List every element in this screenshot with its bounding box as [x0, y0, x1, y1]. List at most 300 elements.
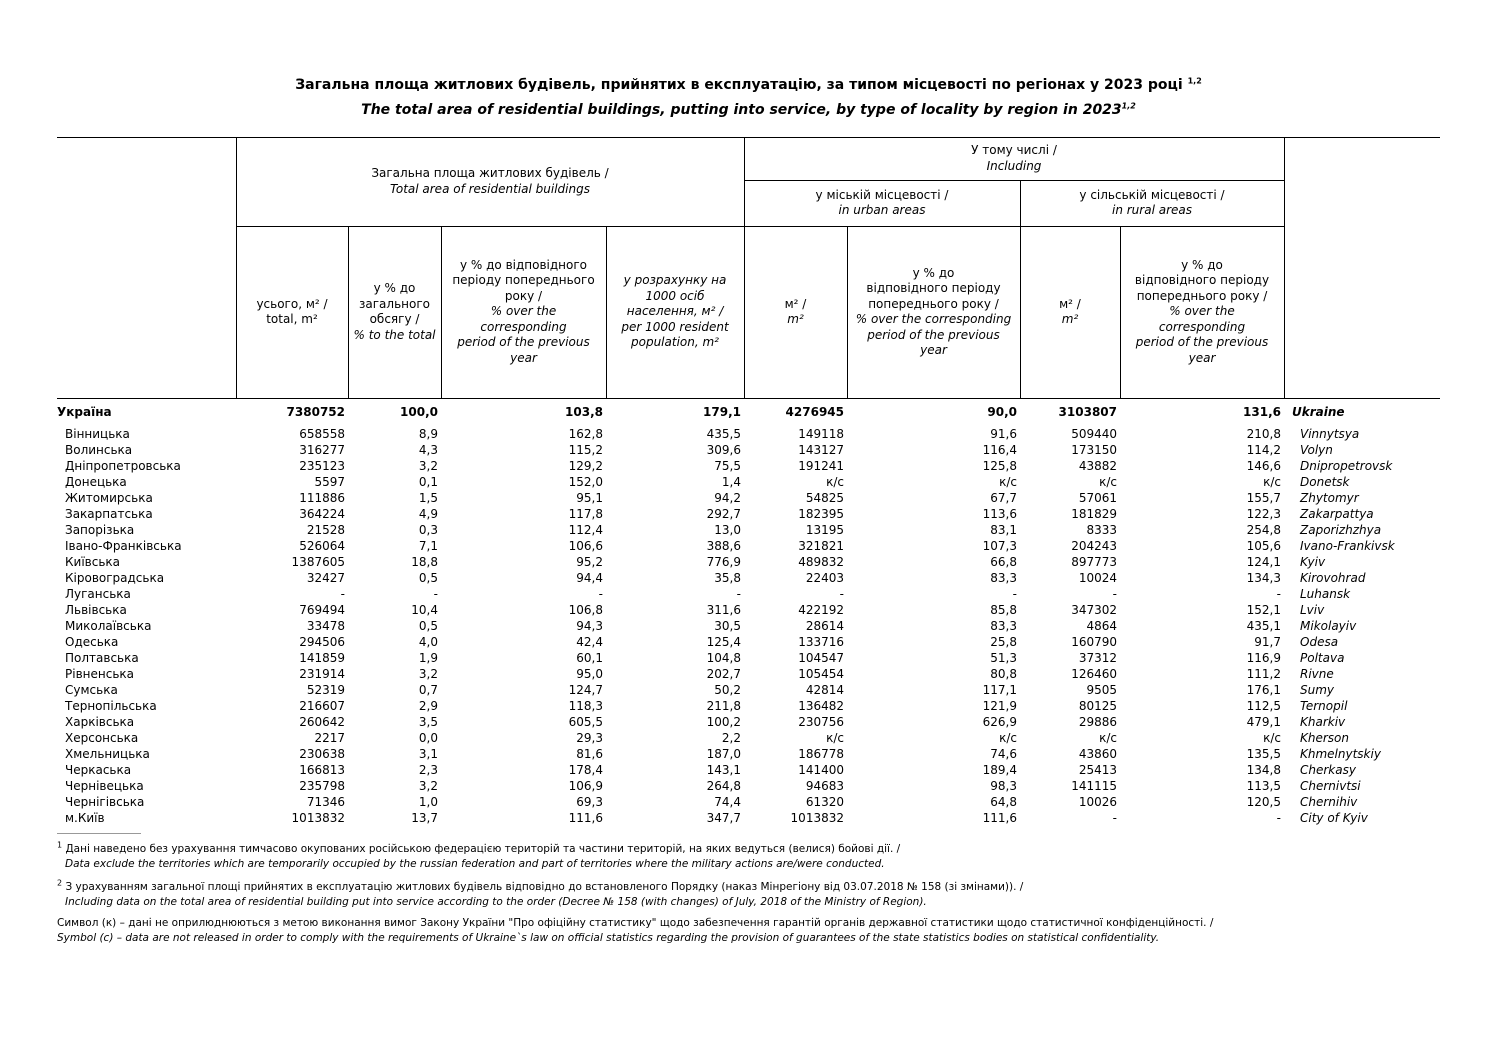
- per1000-value: 179,1: [703, 404, 741, 419]
- urban-m2-value: 13195: [805, 522, 844, 537]
- share-value: 2,3: [418, 762, 438, 777]
- urban-prev-value: к/с: [999, 474, 1017, 489]
- per1000-value: 347,7: [706, 810, 741, 825]
- table-row: [57, 778, 1440, 794]
- urban-m2-value: 42814: [805, 682, 844, 697]
- rural-m2-value: 25413: [1078, 762, 1117, 777]
- urban-m2-value: 321821: [798, 538, 844, 553]
- prev-year-value: 152,0: [568, 474, 603, 489]
- region-name-ua: Дніпропетровська: [65, 458, 181, 473]
- share-value: 18,8: [411, 554, 438, 569]
- urban-prev-value: 25,8: [990, 634, 1017, 649]
- urban-m2-value: 4276945: [785, 404, 844, 419]
- rural-m2-value: 8333: [1086, 522, 1117, 537]
- urban-m2-value: к/с: [826, 730, 844, 745]
- share-value: 3,2: [418, 778, 438, 793]
- rural-prev-value: 113,5: [1246, 778, 1281, 793]
- per1000-value: 211,8: [706, 698, 741, 713]
- per1000-value: 187,0: [706, 746, 741, 761]
- urban-m2-value: 105454: [798, 666, 844, 681]
- region-name-en: Vinnytsya: [1300, 426, 1360, 441]
- total-area-value: 166813: [299, 762, 345, 777]
- region-name-ua: Черкаська: [65, 762, 132, 777]
- urban-prev-value: 83,1: [990, 522, 1017, 537]
- rural-m2-value: 3103807: [1058, 404, 1117, 419]
- header-col-urban-m2: м² / m²: [784, 296, 807, 326]
- region-name-en: Chernivtsi: [1300, 778, 1361, 793]
- total-area-value: 5597: [314, 474, 345, 489]
- table-row: [57, 538, 1440, 554]
- per1000-value: 100,2: [706, 714, 741, 729]
- rural-prev-value: 91,7: [1254, 634, 1281, 649]
- rural-m2-value: -: [1112, 586, 1117, 601]
- urban-prev-value: -: [1012, 586, 1017, 601]
- region-name-en: Kyiv: [1300, 554, 1326, 569]
- region-name-ua: Чернігівська: [65, 794, 145, 809]
- share-value: 3,2: [418, 458, 438, 473]
- share-value: 3,2: [418, 666, 438, 681]
- rural-m2-value: 126460: [1071, 666, 1117, 681]
- total-area-value: 2217: [314, 730, 345, 745]
- per1000-value: 104,8: [706, 650, 741, 665]
- header-col-per1000: у розрахунку на 1000 осіб населення, м² / per 1000 resident population, m²: [621, 273, 729, 350]
- region-name-en: Poltava: [1300, 650, 1345, 665]
- per1000-value: 143,1: [706, 762, 741, 777]
- table-row: [57, 714, 1440, 730]
- rural-m2-value: 10024: [1078, 570, 1117, 585]
- rural-m2-value: к/с: [1099, 730, 1117, 745]
- table-row: [57, 474, 1440, 490]
- table-row: [57, 730, 1440, 746]
- urban-m2-value: 191241: [798, 458, 844, 473]
- header-urban: у міській місцевості / in urban areas: [815, 187, 949, 217]
- share-value: 1,9: [418, 650, 438, 665]
- total-area-value: -: [340, 586, 345, 601]
- prev-year-value: 29,3: [576, 730, 603, 745]
- header-including: У тому числі / Including: [971, 143, 1057, 173]
- share-value: 3,1: [418, 746, 438, 761]
- per1000-value: 13,0: [714, 522, 741, 537]
- prev-year-value: 178,4: [568, 762, 603, 777]
- total-area-value: 260642: [299, 714, 345, 729]
- per1000-value: 435,5: [706, 426, 741, 441]
- share-value: 0,1: [418, 474, 438, 489]
- rural-prev-value: 111,2: [1246, 666, 1281, 681]
- per1000-value: -: [736, 586, 741, 601]
- region-name-en: Lviv: [1300, 602, 1325, 617]
- region-name-en: Volyn: [1300, 442, 1333, 457]
- per1000-value: 311,6: [706, 602, 741, 617]
- per1000-value: 94,2: [714, 490, 741, 505]
- prev-year-value: 103,8: [565, 404, 603, 419]
- share-value: 0,5: [418, 570, 438, 585]
- header-col-urban-prev: у % до відповідного періоду попереднього року / % over the corresponding period of the previous year: [855, 265, 1012, 357]
- region-name-en: Cherkasy: [1300, 762, 1356, 777]
- rural-prev-value: 176,1: [1246, 682, 1281, 697]
- table-row: [57, 586, 1440, 602]
- per1000-value: 776,9: [706, 554, 741, 569]
- region-name-en: Kirovohrad: [1300, 570, 1366, 585]
- prev-year-value: 162,8: [568, 426, 603, 441]
- prev-year-value: 106,9: [568, 778, 603, 793]
- share-value: -: [433, 586, 438, 601]
- prev-year-value: 81,6: [576, 746, 603, 761]
- table-row-total: [57, 402, 1440, 422]
- urban-prev-value: 117,1: [982, 682, 1017, 697]
- total-area-value: 658558: [299, 426, 345, 441]
- table-row: [57, 554, 1440, 570]
- table-row: [57, 810, 1440, 826]
- footnote-1: $^1$ Дані наведено без урахування тимчасово окупованих російською федерацією територій та частини територій, на яких ведуться (велися) бойові дії. / Data exclude the territories which are temporarily occupied by the russian federation and part of territories where the military actions are/were conducted.: [57, 840, 901, 870]
- rural-m2-value: 43860: [1078, 746, 1117, 761]
- region-name-en: Chernihiv: [1300, 794, 1358, 809]
- urban-prev-value: 83,3: [990, 618, 1017, 633]
- rural-m2-value: 173150: [1071, 442, 1117, 457]
- region-name-en: Ivano-Frankivsk: [1300, 538, 1395, 553]
- share-value: 0,0: [418, 730, 438, 745]
- share-value: 0,7: [418, 682, 438, 697]
- region-name-en: Kherson: [1300, 730, 1349, 745]
- per1000-value: 2,2: [721, 730, 741, 745]
- header-rural: у сільській місцевості / in rural areas: [1079, 187, 1225, 217]
- table-row: [57, 666, 1440, 682]
- urban-m2-value: 104547: [798, 650, 844, 665]
- table-row: [57, 618, 1440, 634]
- rural-m2-value: 29886: [1078, 714, 1117, 729]
- prev-year-value: 117,8: [568, 506, 603, 521]
- rural-prev-value: к/с: [1263, 474, 1281, 489]
- region-name-ua: Чернівецька: [65, 778, 144, 793]
- total-area-value: 71346: [306, 794, 345, 809]
- urban-m2-value: 186778: [798, 746, 844, 761]
- urban-prev-value: 85,8: [990, 602, 1017, 617]
- region-name-en: Mikolayiv: [1300, 618, 1357, 633]
- urban-prev-value: 90,0: [987, 404, 1017, 419]
- total-area-value: 364224: [299, 506, 345, 521]
- urban-m2-value: 182395: [798, 506, 844, 521]
- per1000-value: 388,6: [706, 538, 741, 553]
- urban-m2-value: 61320: [805, 794, 844, 809]
- share-value: 0,3: [418, 522, 438, 537]
- per1000-value: 35,8: [714, 570, 741, 585]
- rural-prev-value: -: [1276, 586, 1281, 601]
- rural-prev-value: 114,2: [1246, 442, 1281, 457]
- urban-prev-value: 121,9: [982, 698, 1017, 713]
- region-name-ua: Харківська: [65, 714, 135, 729]
- rural-m2-value: 897773: [1071, 554, 1117, 569]
- urban-prev-value: 91,6: [990, 426, 1017, 441]
- rural-m2-value: 57061: [1078, 490, 1117, 505]
- rural-m2-value: 4864: [1086, 618, 1117, 633]
- total-area-value: 769494: [299, 602, 345, 617]
- prev-year-value: 106,6: [568, 538, 603, 553]
- rural-m2-value: 9505: [1086, 682, 1117, 697]
- per1000-value: 202,7: [706, 666, 741, 681]
- total-area-value: 526064: [299, 538, 345, 553]
- share-value: 13,7: [411, 810, 438, 825]
- region-name-en: Ukraine: [1292, 404, 1345, 419]
- rural-prev-value: 135,5: [1246, 746, 1281, 761]
- per1000-value: 125,4: [706, 634, 741, 649]
- urban-m2-value: 143127: [798, 442, 844, 457]
- region-name-ua: Херсонська: [65, 730, 139, 745]
- region-name-en: City of Kyiv: [1300, 810, 1368, 825]
- region-name-ua: м.Київ: [65, 810, 105, 825]
- rural-prev-value: 120,5: [1246, 794, 1281, 809]
- urban-prev-value: 111,6: [982, 810, 1017, 825]
- rural-m2-value: 509440: [1071, 426, 1117, 441]
- rural-prev-value: 134,3: [1246, 570, 1281, 585]
- table-row: [57, 570, 1440, 586]
- urban-prev-value: 116,4: [982, 442, 1017, 457]
- prev-year-value: 69,3: [576, 794, 603, 809]
- total-area-value: 231914: [299, 666, 345, 681]
- rural-prev-value: -: [1276, 810, 1281, 825]
- total-area-value: 316277: [299, 442, 345, 457]
- total-area-value: 294506: [299, 634, 345, 649]
- prev-year-value: 95,0: [576, 666, 603, 681]
- region-name-ua: Україна: [57, 404, 112, 419]
- urban-m2-value: 28614: [805, 618, 844, 633]
- per1000-value: 75,5: [714, 458, 741, 473]
- urban-prev-value: 66,8: [990, 554, 1017, 569]
- share-value: 8,9: [418, 426, 438, 441]
- header-col-share: у % до загального обсягу / % to the total: [353, 281, 436, 342]
- urban-m2-value: 230756: [798, 714, 844, 729]
- region-name-ua: Луганська: [65, 586, 131, 601]
- region-name-ua: Рівненська: [65, 666, 134, 681]
- region-name-en: Zaporizhzhya: [1300, 522, 1382, 537]
- region-name-ua: Запорізька: [65, 522, 135, 537]
- rural-prev-value: 122,3: [1246, 506, 1281, 521]
- share-value: 7,1: [418, 538, 438, 553]
- col-divider: [1284, 137, 1285, 398]
- urban-prev-value: 83,3: [990, 570, 1017, 585]
- rural-m2-value: 141115: [1071, 778, 1117, 793]
- data-table: [57, 402, 1440, 826]
- per1000-value: 74,4: [714, 794, 741, 809]
- urban-m2-value: 149118: [798, 426, 844, 441]
- rural-prev-value: 479,1: [1246, 714, 1281, 729]
- per1000-value: 1,4: [721, 474, 741, 489]
- total-area-value: 1387605: [291, 554, 345, 569]
- header-col-prev: у % до відповідного періоду попереднього року / % over the corresponding period of the previous year: [452, 257, 595, 365]
- prev-year-value: -: [598, 586, 603, 601]
- region-name-ua: Житомирська: [65, 490, 153, 505]
- total-area-value: 235123: [299, 458, 345, 473]
- total-area-value: 141859: [299, 650, 345, 665]
- share-value: 4,3: [418, 442, 438, 457]
- region-name-en: Luhansk: [1300, 586, 1351, 601]
- per1000-value: 50,2: [714, 682, 741, 697]
- urban-m2-value: 141400: [798, 762, 844, 777]
- region-name-en: Zhytomyr: [1300, 490, 1359, 505]
- per1000-value: 264,8: [706, 778, 741, 793]
- region-name-ua: Миколаївська: [65, 618, 152, 633]
- table-row: [57, 458, 1440, 474]
- data-table-body: [57, 402, 1440, 826]
- table-row: [57, 762, 1440, 778]
- region-name-en: Rivne: [1300, 666, 1334, 681]
- footnote-2: $^2$ З урахуванням загальної площі прийнятих в експлуатацію житлових будівель відповідно до встановленого Порядку (наказ Мінрегіону від 03.07.2018 № 158 (зі змінами)). / Including data on the total area of residential building put into service according to the order (Decree № 158 (with changes) of July, 2018 of the Ministry of Region).: [57, 878, 1024, 908]
- total-area-value: 111886: [299, 490, 345, 505]
- table-row: [57, 794, 1440, 810]
- total-area-value: 21528: [306, 522, 345, 537]
- header-col-rural-prev: у % до відповідного періоду попереднього року / % over the corresponding period of the previous year: [1134, 257, 1270, 365]
- total-area-value: 216607: [299, 698, 345, 713]
- table-row: [57, 506, 1440, 522]
- header-col-rural-m2: м² / m²: [1059, 296, 1081, 326]
- rural-m2-value: 347302: [1071, 602, 1117, 617]
- region-name-en: Odesa: [1300, 634, 1339, 649]
- rural-m2-value: -: [1112, 810, 1117, 825]
- prev-year-value: 115,2: [568, 442, 603, 457]
- prev-year-value: 111,6: [568, 810, 603, 825]
- region-name-ua: Вінницька: [65, 426, 130, 441]
- urban-prev-value: 74,6: [990, 746, 1017, 761]
- page-title-en: The total area of residential buildings, putting into service, by type of locality by region in 2023$^{1,2}$: [361, 101, 1136, 118]
- per1000-value: 292,7: [706, 506, 741, 521]
- urban-m2-value: 54825: [805, 490, 844, 505]
- urban-prev-value: 80,8: [990, 666, 1017, 681]
- table-row: [57, 442, 1440, 458]
- rural-m2-value: 204243: [1071, 538, 1117, 553]
- table-row: [57, 698, 1440, 714]
- urban-m2-value: 1013832: [790, 810, 844, 825]
- rural-prev-value: 112,5: [1246, 698, 1281, 713]
- urban-m2-value: к/с: [826, 474, 844, 489]
- total-area-value: 1013832: [291, 810, 345, 825]
- urban-m2-value: 489832: [798, 554, 844, 569]
- prev-year-value: 42,4: [576, 634, 603, 649]
- total-area-value: 32427: [306, 570, 345, 585]
- urban-m2-value: 422192: [798, 602, 844, 617]
- region-name-en: Zakarpattya: [1300, 506, 1374, 521]
- table-row: [57, 522, 1440, 538]
- prev-year-value: 60,1: [576, 650, 603, 665]
- region-name-ua: Тернопільська: [65, 698, 157, 713]
- rural-prev-value: 146,6: [1246, 458, 1281, 473]
- region-name-ua: Київська: [65, 554, 120, 569]
- region-name-ua: Волинська: [65, 442, 133, 457]
- region-name-en: Sumy: [1300, 682, 1335, 697]
- rural-prev-value: 134,8: [1246, 762, 1281, 777]
- rural-prev-value: к/с: [1263, 730, 1281, 745]
- table-row: [57, 426, 1440, 442]
- prev-year-value: 95,2: [576, 554, 603, 569]
- region-name-en: Khmelnytskiy: [1300, 746, 1381, 761]
- urban-prev-value: 64,8: [990, 794, 1017, 809]
- rural-prev-value: 210,8: [1246, 426, 1281, 441]
- table-row: [57, 650, 1440, 666]
- rural-m2-value: к/с: [1099, 474, 1117, 489]
- region-name-ua: Львівська: [65, 602, 127, 617]
- urban-prev-value: 67,7: [990, 490, 1017, 505]
- rural-m2-value: 160790: [1071, 634, 1117, 649]
- rural-prev-value: 155,7: [1246, 490, 1281, 505]
- urban-m2-value: -: [839, 586, 844, 601]
- rural-prev-value: 435,1: [1246, 618, 1281, 633]
- region-name-en: Ternopil: [1300, 698, 1348, 713]
- urban-prev-value: 98,3: [990, 778, 1017, 793]
- urban-prev-value: 626,9: [982, 714, 1017, 729]
- table-row: [57, 746, 1440, 762]
- region-name-ua: Закарпатська: [65, 506, 153, 521]
- rural-m2-value: 37312: [1078, 650, 1117, 665]
- prev-year-value: 106,8: [568, 602, 603, 617]
- prev-year-value: 124,7: [568, 682, 603, 697]
- total-area-value: 230638: [299, 746, 345, 761]
- table-row: [57, 490, 1440, 506]
- region-name-ua: Сумська: [65, 682, 118, 697]
- prev-year-value: 94,3: [576, 618, 603, 633]
- header-total-area: Загальна площа житлових будівель / Total area of residential buildings: [371, 166, 609, 196]
- prev-year-value: 95,1: [576, 490, 603, 505]
- urban-prev-value: 107,3: [982, 538, 1017, 553]
- urban-m2-value: 136482: [798, 698, 844, 713]
- share-value: 4,0: [418, 634, 438, 649]
- rural-m2-value: 10026: [1078, 794, 1117, 809]
- table-row: [57, 634, 1440, 650]
- share-value: 1,5: [418, 490, 438, 505]
- table-row: [57, 602, 1440, 618]
- rural-m2-value: 80125: [1078, 698, 1117, 713]
- region-name-ua: Хмельницька: [65, 746, 150, 761]
- region-name-en: Donetsk: [1300, 474, 1350, 489]
- per1000-value: 309,6: [706, 442, 741, 457]
- share-value: 2,9: [418, 698, 438, 713]
- share-value: 4,9: [418, 506, 438, 521]
- footnote-divider: [57, 833, 141, 834]
- page-title-ua: Загальна площа житлових будівель, прийнятих в експлуатацію, за типом місцевості по регіонах у 2023 році $^{1,2}$: [295, 76, 1202, 93]
- total-area-value: 235798: [299, 778, 345, 793]
- share-value: 0,5: [418, 618, 438, 633]
- urban-m2-value: 133716: [798, 634, 844, 649]
- share-value: 1,0: [418, 794, 438, 809]
- rural-prev-value: 124,1: [1246, 554, 1281, 569]
- urban-m2-value: 94683: [805, 778, 844, 793]
- share-value: 10,4: [411, 602, 438, 617]
- per1000-value: 30,5: [714, 618, 741, 633]
- prev-year-value: 94,4: [576, 570, 603, 585]
- total-area-value: 52319: [306, 682, 345, 697]
- urban-m2-value: 22403: [805, 570, 844, 585]
- share-value: 3,5: [418, 714, 438, 729]
- region-name-ua: Донецька: [65, 474, 127, 489]
- prev-year-value: 112,4: [568, 522, 603, 537]
- total-area-value: 33478: [306, 618, 345, 633]
- rural-prev-value: 152,1: [1246, 602, 1281, 617]
- urban-prev-value: 51,3: [990, 650, 1017, 665]
- rural-prev-value: 254,8: [1246, 522, 1281, 537]
- header-col-total: усього, м² / total, m²: [256, 296, 328, 326]
- rural-m2-value: 43882: [1078, 458, 1117, 473]
- table-row: [57, 682, 1440, 698]
- urban-prev-value: 189,4: [982, 762, 1017, 777]
- header-bottom-border: [57, 398, 1440, 399]
- rural-prev-value: 131,6: [1243, 404, 1281, 419]
- rural-prev-value: 116,9: [1246, 650, 1281, 665]
- urban-prev-value: 113,6: [982, 506, 1017, 521]
- region-name-en: Kharkiv: [1300, 714, 1346, 729]
- prev-year-value: 605,5: [568, 714, 603, 729]
- region-name-ua: Полтавська: [65, 650, 139, 665]
- prev-year-value: 118,3: [568, 698, 603, 713]
- footnote-confidentiality: Символ (к) – дані не оприлюднюються з метою виконання вимог Закону України "Про офіційну статистику" щодо забезпечення гарантій органів державної статистики щодо статистичної конфіденційності. / Symbol (c) – data are not released in order to comply with the requirements of Ukraine`s law on official statistics regarding the provision of guarantees of the state statistics bodies on statistical confidentiality.: [57, 917, 1214, 944]
- region-name-ua: Одеська: [65, 634, 119, 649]
- urban-prev-value: к/с: [999, 730, 1017, 745]
- region-name-ua: Кіровоградська: [65, 570, 165, 585]
